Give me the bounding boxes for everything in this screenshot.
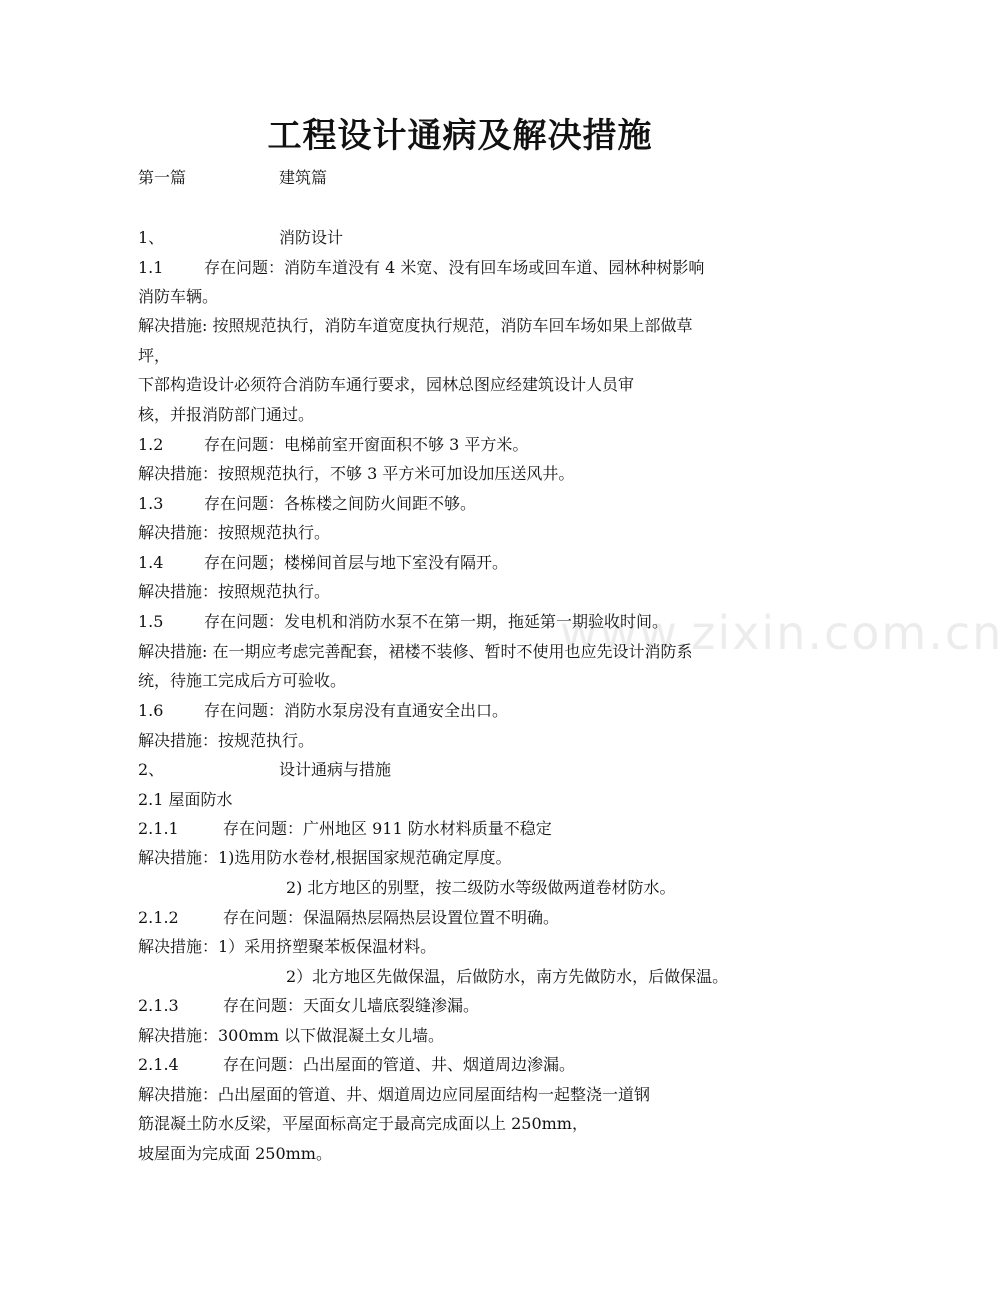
issue-text: 存在问题：广州地区 911 防水材料质量不稳定: [223, 819, 552, 838]
solution-2-1-2-line-1: 解决措施：1）采用挤塑聚苯板保温材料。: [138, 937, 437, 956]
section-heading-1: [138, 226, 808, 250]
issue-text: 存在问题：凸出屋面的管道、井、烟道周边渗漏。: [223, 1055, 576, 1074]
issue-text: 存在问题：发电机和消防水泵不在第一期，拖延第一期验收时间。: [204, 612, 669, 631]
item-number: 2.1.3: [138, 996, 179, 1015]
section-name: 设计通病与措施: [279, 760, 392, 779]
solution-1-2: 解决措施：按照规范执行，不够 3 平方米可加设加压送风井。: [138, 464, 575, 483]
solution-1-5-line-2: 统，待施工完成后方可验收。: [138, 671, 347, 690]
issue-text: 存在问题：消防车道没有 4 米宽、没有回车场或回车道、园林种树影响: [204, 258, 705, 277]
issue-2-1-1: [138, 817, 808, 841]
part-number: 第一篇: [138, 168, 187, 187]
item-number: 2.1.2: [138, 908, 179, 927]
issue-text: 存在问题：电梯前室开窗面积不够 3 平方米。: [204, 435, 529, 454]
item-number: 1.5: [138, 612, 164, 631]
part-name: 建筑篇: [279, 168, 328, 187]
part-heading: [138, 166, 808, 190]
issue-1-6: [138, 699, 808, 723]
issue-2-1-3: [138, 994, 808, 1018]
solution-1-1-line-2: 坪，: [138, 346, 171, 365]
issue-1-2: [138, 433, 808, 457]
solution-2-1-2-line-2: 2）北方地区先做保温，后做防水，南方先做防水，后做保温。: [286, 967, 729, 986]
item-number: 1.1: [138, 258, 164, 277]
solution-2-1-4-line-2: 筋混凝土防水反梁，平屋面标高定于最高完成面以上 250mm，: [138, 1114, 588, 1133]
solution-2-1-4-line-3: 坡屋面为完成面 250mm。: [138, 1144, 332, 1163]
solution-1-4: 解决措施：按照规范执行。: [138, 582, 331, 601]
solution-2-1-1-line-2: 2) 北方地区的别墅，按二级防水等级做两道卷材防水。: [286, 878, 676, 897]
solution-2-1-1-line-1: 解决措施：1)选用防水卷材,根据国家规范确定厚度。: [138, 848, 512, 867]
solution-1-3: 解决措施：按照规范执行。: [138, 523, 331, 542]
section-number: 2、: [138, 760, 165, 779]
solution-1-1-line-1: 解决措施: 按照规范执行，消防车道宽度执行规范，消防车回车场如果上部做草: [138, 316, 693, 335]
item-number: 2.1.4: [138, 1055, 179, 1074]
issue-1-4: [138, 551, 808, 575]
issue-text: 存在问题：天面女儿墙底裂缝渗漏。: [223, 996, 480, 1015]
solution-2-1-3: 解决措施：300mm 以下做混凝土女儿墙。: [138, 1026, 444, 1045]
item-number: 1.2: [138, 435, 164, 454]
subsection-2-1: 2.1 屋面防水: [138, 790, 233, 809]
section-name: 消防设计: [279, 228, 344, 247]
issue-2-1-2: [138, 906, 808, 930]
solution-1-5-line-1: 解决措施: 在一期应考虑完善配套，裙楼不装修、暂时不使用也应先设计消防系: [138, 642, 693, 661]
solution-1-6: 解决措施：按规范执行。: [138, 731, 315, 750]
solution-1-1-line-4: 核，并报消防部门通过。: [138, 405, 315, 424]
item-number: 1.4: [138, 553, 164, 572]
issue-text: 存在问题：各栋楼之间防火间距不够。: [204, 494, 477, 513]
solution-2-1-4-line-1: 解决措施：凸出屋面的管道、井、烟道周边应同屋面结构一起整浇一道钢: [138, 1085, 651, 1104]
item-number: 1.6: [138, 701, 164, 720]
watermark: www.zixin.com.cn: [560, 606, 1003, 660]
section-heading-2: [138, 758, 808, 782]
issue-text: 存在问题：保温隔热层隔热层设置位置不明确。: [223, 908, 560, 927]
item-number: 1.3: [138, 494, 164, 513]
issue-1-1-continued: 消防车辆。: [138, 287, 219, 306]
issue-2-1-4: [138, 1053, 808, 1077]
solution-1-1-line-3: 下部构造设计必须符合消防车通行要求，园林总图应经建筑设计人员审: [138, 375, 635, 394]
issue-1-3: [138, 492, 808, 516]
issue-text: 存在问题：消防水泵房没有直通安全出口。: [204, 701, 509, 720]
item-number: 2.1.1: [138, 819, 179, 838]
document-title: 工程设计通病及解决措施: [267, 116, 653, 156]
issue-text: 存在问题；楼梯间首层与地下室没有隔开。: [204, 553, 509, 572]
issue-1-1: [138, 256, 808, 280]
section-number: 1、: [138, 228, 165, 247]
